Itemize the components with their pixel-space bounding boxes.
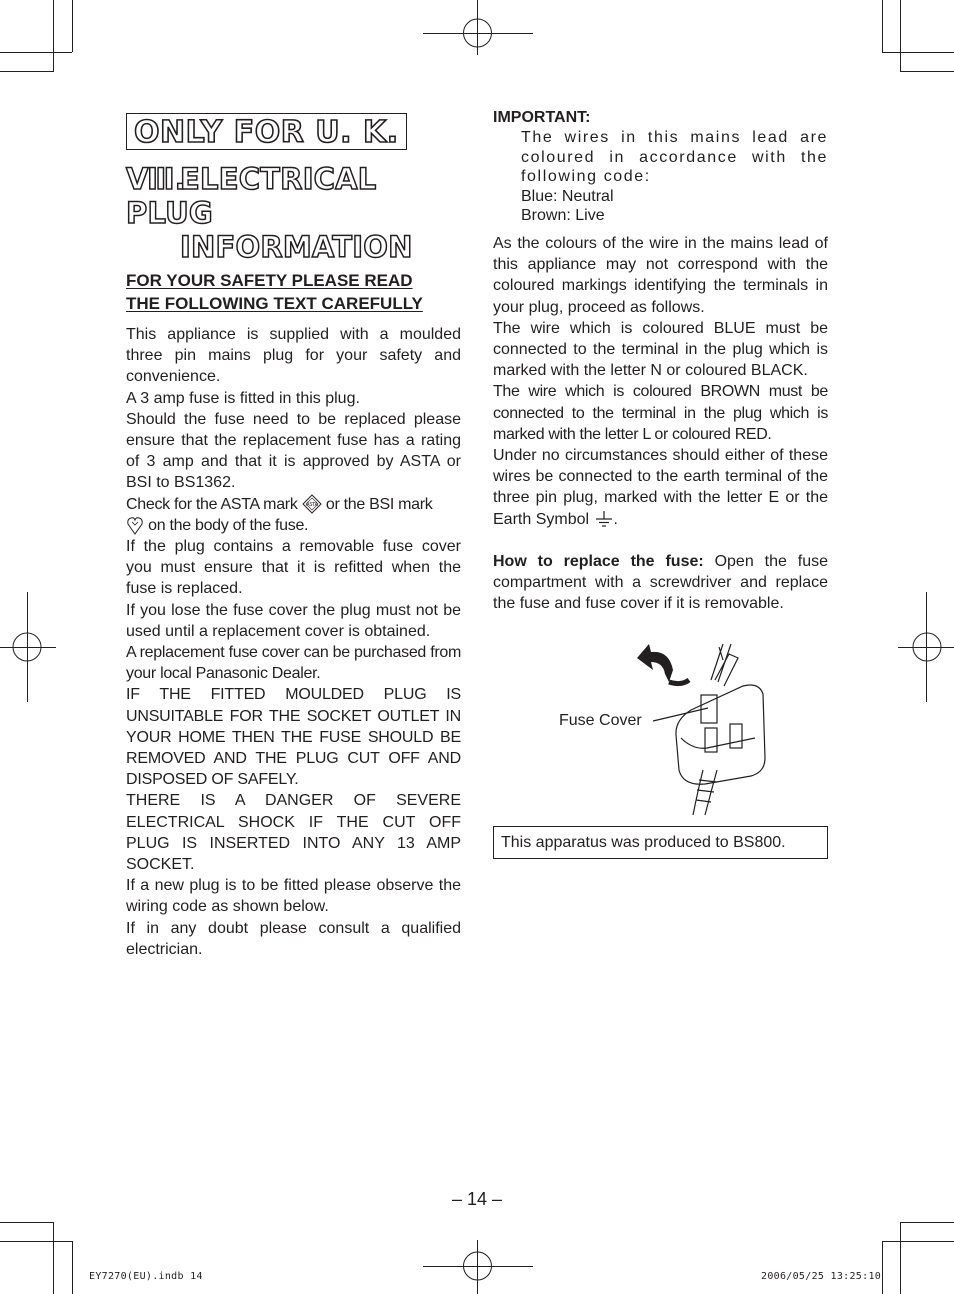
bs800-notice: This apparatus was produced to BS800. <box>493 826 828 859</box>
paragraph: This appliance is supplied with a moulded three pin mains plug for your safety and convenience. <box>126 326 461 386</box>
section-number: Ⅷ. <box>126 162 186 196</box>
how-to-replace-fuse <box>493 551 828 615</box>
paragraph: If the plug contains a removable fuse cover you must ensure that it is refitted when the fuse is replaced. <box>126 538 461 598</box>
paragraph: The wire which is coloured BLUE must be connected to the terminal in the plug which is marked with the letter N or coloured BLACK. <box>493 319 828 380</box>
how-to-label: How to replace the fuse: <box>493 552 704 570</box>
registration-mark-icon <box>898 592 954 702</box>
safety-heading <box>126 269 461 315</box>
paragraph: If in any doubt please consult a qualified electrician. <box>126 919 461 958</box>
paragraph: As the colours of the wire in the mains lead of this appliance may not correspond with the coloured markings identifying the terminals in your plug, proceed as follows. <box>493 234 828 316</box>
svg-text:ASTA: ASTA <box>305 502 318 509</box>
wire-code-intro: The wires in this mains lead are coloured in accordance with the following code: <box>521 129 828 186</box>
earth-text: Under no circumstances should either of these wires be connected to the earth terminal of the three pin plug, marked with the letter E or the Earth Symbol <box>493 447 828 528</box>
wire-code-blue: Blue: Neutral <box>521 187 614 205</box>
paragraph-earth <box>493 445 828 530</box>
important-label: IMPORTANT: <box>493 109 591 126</box>
paragraph-danger: THERE IS A DANGER OF SEVERE ELECTRICAL SHOCK IF THE CUT OFF PLUG IS INSERTED INTO ANY 13 AMP SOCKET. <box>126 792 461 874</box>
print-slug-timestamp: 2006/05/25 13:25:10 <box>761 1271 882 1282</box>
plug-illustration <box>493 640 828 820</box>
paragraph: The wire which is coloured BROWN must be connected to the terminal in the plug which is marked with the letter L or coloured RED. <box>493 383 828 443</box>
fuse-cover-label: Fuse Cover <box>559 712 642 729</box>
bsi-kitemark-icon <box>126 516 144 536</box>
fuse-body-text: on the body of the fuse. <box>148 516 309 534</box>
paragraph: If a new plug is to be fitted please observe the wiring code as shown below. <box>126 877 461 916</box>
wire-code-block <box>493 128 828 226</box>
bsi-text: or the BSI mark <box>325 495 433 513</box>
asta-mark-icon <box>302 494 322 514</box>
paragraph: A 3 amp fuse is fitted in this plug. <box>126 389 360 407</box>
how-to-text: Open the fuse compartment with a screwdriver and replace the fuse and fuse cover if it is removable. <box>493 552 828 613</box>
right-body-text <box>493 233 828 530</box>
earth-symbol-icon <box>594 509 614 529</box>
left-body-text <box>126 324 461 960</box>
plug-figure <box>493 640 828 820</box>
safety-heading-line1: FOR YOUR SAFETY PLEASE READ <box>126 271 413 290</box>
registration-mark-icon <box>423 0 533 60</box>
wire-code-brown: Brown: Live <box>521 207 605 225</box>
section-title-line2: INFORMATION <box>180 230 413 264</box>
paragraph: A replacement fuse cover can be purchased from your local Panasonic Dealer. <box>126 644 461 683</box>
paragraph-warning: IF THE FITTED MOULDED PLUG IS UNSUITABLE FOR THE SOCKET OUTLET IN YOUR HOME THEN THE FUSE SHOULD BE REMOVED AND THE PLUG CUT OFF AND DISPOSED OF SAFELY. <box>126 686 461 789</box>
uk-only-heading: ONLY FOR U. K. <box>126 113 407 150</box>
page-number: – 14 – <box>451 1189 503 1209</box>
left-column <box>126 113 461 960</box>
section-title <box>126 162 461 264</box>
earth-period: . <box>613 510 618 528</box>
registration-mark-icon <box>423 1240 533 1294</box>
asta-text: Check for the ASTA mark <box>126 495 298 513</box>
right-column <box>493 108 828 614</box>
paragraph: Should the fuse need to be replaced please ensure that the replacement fuse has a rating of 3 amp and that it is approved by ASTA or BSI to BS1362. <box>126 410 461 492</box>
paragraph-fuse-marks <box>126 494 461 536</box>
print-slug-file: EY7270(EU).indb 14 <box>89 1271 203 1282</box>
safety-heading-line2: THE FOLLOWING TEXT CAREFULLY <box>126 294 423 313</box>
section-title-line1: ELECTRICAL PLUG <box>126 162 377 230</box>
registration-mark-icon <box>0 592 56 702</box>
paragraph: If you lose the fuse cover the plug must not be used until a replacement cover is obtained. <box>126 601 461 640</box>
